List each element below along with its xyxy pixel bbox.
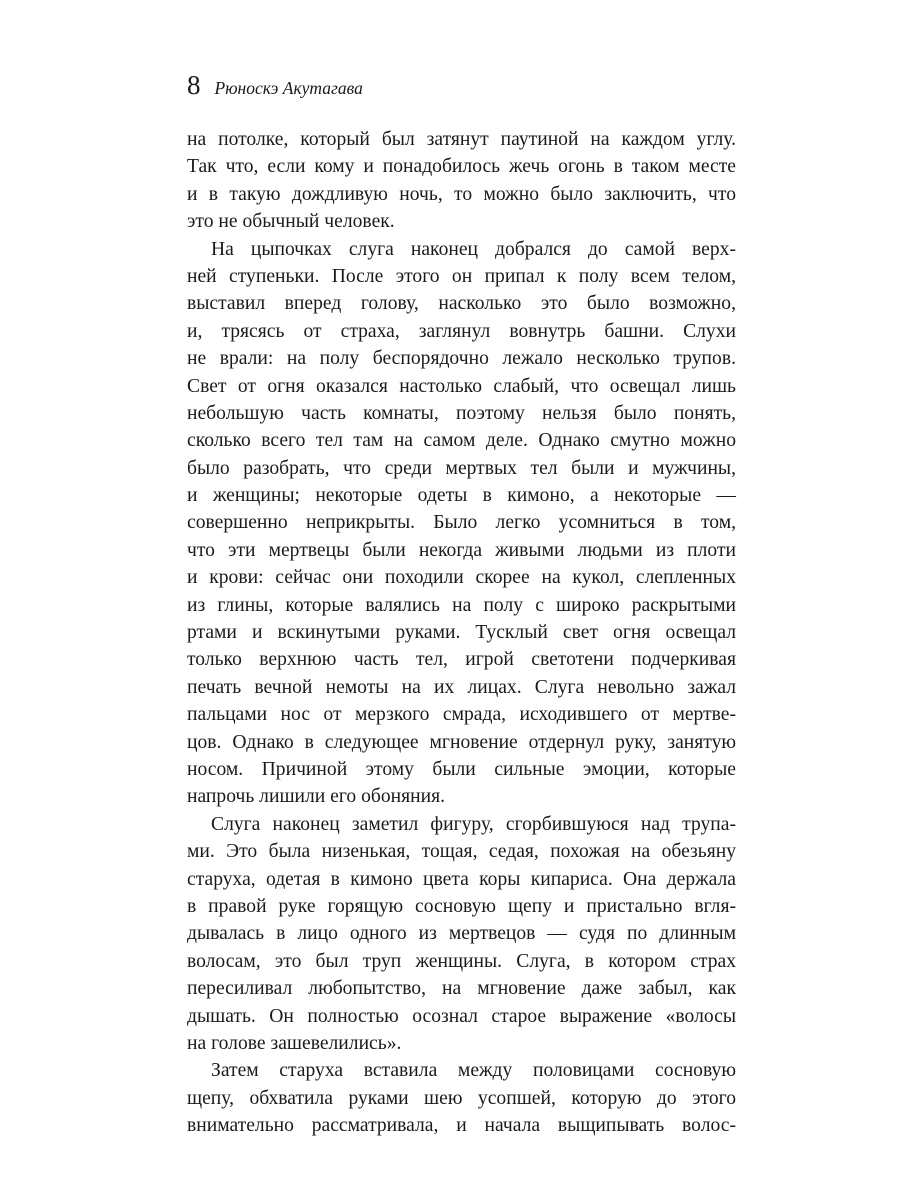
text-line: Свет от огня оказался настолько слабый, что освещал лишь	[187, 375, 736, 397]
running-head-author: Рюноскэ Акутагава	[214, 78, 363, 98]
text-line: на голове зашевелились».	[187, 1032, 402, 1054]
text-line: пальцами нос от мерзкого смрада, исходившего от мертве-	[187, 704, 736, 726]
text-line: из глины, которые валялись на полу с широко раскрытыми	[187, 594, 736, 616]
text-line: и женщины; некоторые одеты в кимоно, а некоторые —	[187, 485, 736, 507]
text-line: ми. Это была низенькая, тощая, седая, похожая на обезьяну	[187, 841, 736, 863]
text-line: в правой руке горящую сосновую щепу и пристально вгля-	[187, 895, 736, 917]
text-line: только верхнюю часть тел, игрой светотени подчеркивая	[187, 649, 736, 671]
text-line: пересиливал любопытство, на мгновение даже забыл, как	[187, 978, 736, 1000]
text-line: печать вечной немоты на их лицах. Слуга невольно зажал	[187, 676, 736, 698]
text-line: внимательно рассматривала, и начала выщипывать волос-	[187, 1115, 736, 1137]
text-line: Слуга наконец заметил фигуру, сгорбившуюся над трупа-	[211, 813, 736, 835]
text-line: это не обычный человек.	[187, 211, 395, 233]
text-line: Так что, если кому и понадобилось жечь огонь в таком месте	[187, 156, 736, 178]
body-text	[187, 126, 736, 1139]
book-page	[187, 70, 736, 1139]
text-line: было разобрать, что среди мертвых тел были и мужчины,	[187, 457, 736, 479]
text-line: на потолке, который был затянут паутиной на каждом углу.	[187, 129, 736, 150]
text-line: волосам, это был труп женщины. Слуга, в котором страх	[187, 950, 736, 972]
text-line: ртами и вскинутыми руками. Тусклый свет огня освещал	[187, 622, 736, 644]
text-line: сколько всего тел там на самом деле. Однако смутно можно	[187, 430, 736, 452]
text-line: щепу, обхватила руками шею усопшей, которую до этого	[187, 1087, 736, 1109]
text-line: что эти мертвецы были некогда живыми людьми из плоти	[187, 539, 736, 561]
paragraph	[187, 811, 736, 1058]
paragraph	[187, 1057, 736, 1139]
paragraph	[187, 126, 736, 236]
text-line: и крови: сейчас они походили скорее на кукол, слепленных	[187, 567, 736, 589]
text-line: дывалась в лицо одного из мертвецов — судя по длинным	[187, 923, 736, 945]
text-line: дышать. Он полностью осознал старое выражение «волосы	[187, 1005, 736, 1027]
text-line: и, трясясь от страха, заглянул вовнутрь башни. Слухи	[187, 320, 736, 342]
text-line: и в такую дождливую ночь, то можно было заключить, что	[187, 183, 736, 205]
page-number: 8	[187, 70, 201, 100]
text-line: выставил вперед голову, насколько это было возможно,	[187, 293, 736, 315]
paragraph	[187, 236, 736, 811]
text-line: цов. Однако в следующее мгновение отдернул руку, занятую	[187, 731, 736, 753]
text-line: Затем старуха вставила между половицами сосновую	[211, 1060, 736, 1082]
text-line: напрочь лишили его обоняния.	[187, 786, 446, 808]
text-line: носом. Причиной этому были сильные эмоции, которые	[187, 758, 736, 780]
text-line: совершенно неприкрыты. Было легко усомниться в том,	[187, 512, 736, 534]
text-line: не врали: на полу беспорядочно лежало несколько трупов.	[187, 348, 736, 370]
page-header	[187, 70, 736, 110]
text-line: небольшую часть комнаты, поэтому нельзя было понять,	[187, 402, 736, 424]
text-line: На цыпочках слуга наконец добрался до самой верх-	[211, 238, 736, 260]
text-line: старуха, одетая в кимоно цвета коры кипариса. Она держала	[187, 868, 736, 890]
text-line: ней ступеньки. После этого он припал к полу всем телом,	[187, 265, 736, 287]
